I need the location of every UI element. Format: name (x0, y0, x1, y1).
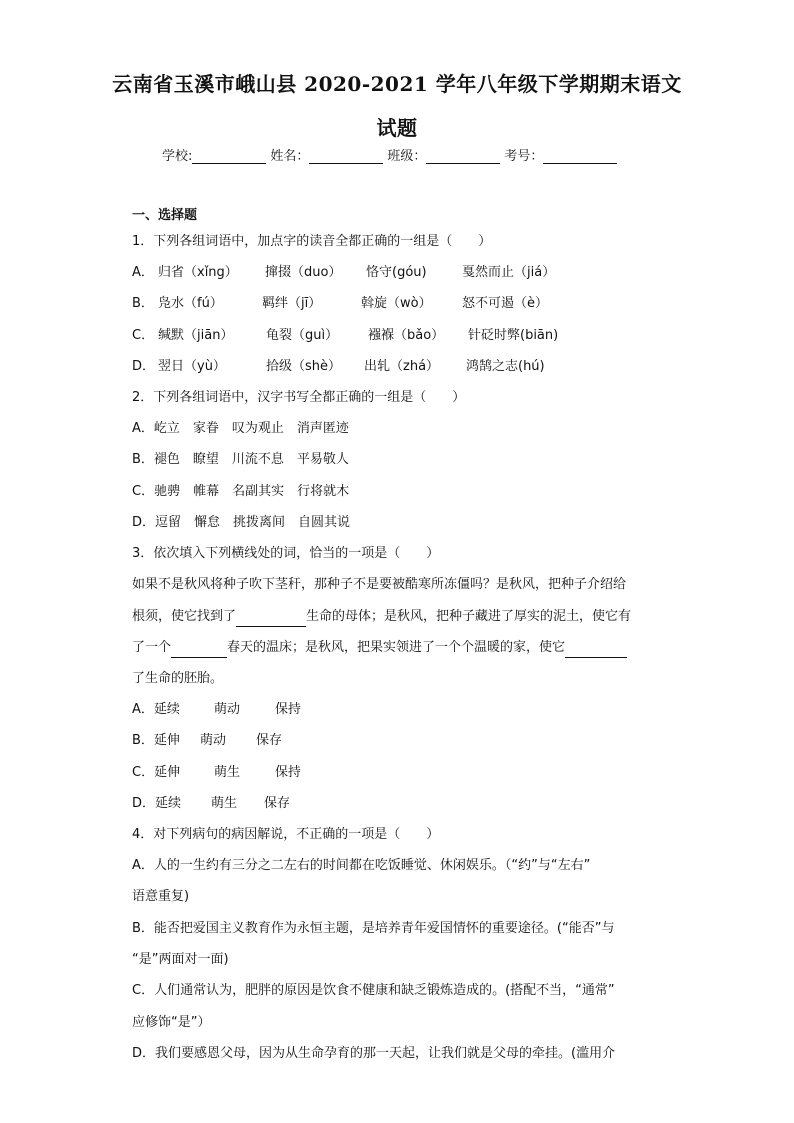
q2-stem: 2．下列各组词语中，汉字书写全都正确的一组是（ ） (132, 390, 466, 405)
class-blank[interactable] (426, 149, 500, 164)
q3-c-word: 萌生 (214, 765, 241, 780)
q1-b-item: 斡旋（wò） (361, 296, 432, 311)
name-blank[interactable] (309, 149, 383, 164)
q3-c-word: 保持 (275, 765, 302, 780)
q1-d-label: D． (132, 359, 156, 374)
q2-option-c: C．驰骋 帷幕 名副其实 行将就木 (132, 484, 350, 499)
q3-a-word: A．延续 (132, 702, 180, 717)
q2-option-b: B．褪色 瞭望 川流不息 平易敬人 (132, 452, 349, 467)
student-info-row (162, 145, 621, 164)
q3-passage-line2 (132, 607, 631, 627)
q1-a-item: 撺掇（duo） (265, 265, 342, 280)
q4-option-d: D．我们要感恩父母，因为从生命孕育的那一天起，让我们就是父母的牵挂。(滥用介 (132, 1046, 616, 1061)
q3-d-word: 保存 (264, 796, 291, 811)
q3-b-word: 保存 (256, 733, 283, 748)
q4-option-a: A．人的一生约有三分之二左右的时间都在吃饭睡觉、休闲娱乐。（“约”与“左右” (132, 858, 591, 873)
q4-option-c: C．人们通常认为，肥胖的原因是饮食不健康和缺乏锻炼造成的。(搭配不当，“通常” (132, 983, 615, 998)
school-label: 学校: (162, 149, 193, 164)
q3-passage-line4: 了生命的胚胎。 (132, 671, 224, 686)
q3-passage-line1: 如果不是秋风将种子吹下茎秆，那种子不是要被酷寒所冻僵吗？是秋风，把种子介绍给 (132, 577, 627, 592)
q3-blank-1[interactable] (236, 612, 306, 627)
q4-stem: 4．对下列病句的病因解说，不正确的一项是（ ） (132, 827, 440, 842)
q4-option-b: B．能否把爱国主义教育作为永恒主题，是培养青年爱国情怀的重要途径。(“能否”与 (132, 921, 615, 936)
class-label: 班级： (387, 149, 427, 164)
name-label: 姓名： (270, 149, 310, 164)
q1-c-item: 缄默（jiān） (158, 328, 234, 343)
q1-a-item: 戛然而止（jiá） (462, 265, 556, 280)
q2-option-a: A．屹立 家眷 叹为观止 消声匿迹 (132, 421, 349, 436)
q4-option-a-cont: 语意重复) (132, 889, 190, 904)
q1-c-item: 针砭时弊(biān) (468, 328, 559, 343)
q1-stem: 1．下列各组词语中，加点字的读音全都正确的一组是（ ） (132, 234, 492, 249)
q3-blank-2[interactable] (171, 643, 227, 658)
q3-a-word: 保持 (275, 702, 302, 717)
q1-b-label: B． (132, 296, 154, 311)
q3-stem: 3．依次填入下列横线处的词，恰当的一项是（ ） (132, 546, 440, 561)
q3-d-word: D．延续 (132, 796, 182, 811)
exam-title-line2: 试题 (376, 116, 418, 140)
q1-c-item: 襁褓（bǎo） (368, 328, 445, 343)
exam-no-label: 考号： (504, 149, 544, 164)
q3-b-word: B．延伸 (132, 733, 180, 748)
q1-d-item: 出轧（zhá） (364, 359, 440, 374)
exam-title-line1: 云南省玉溪市峨山县 2020-2021 学年八年级下学期期末语文 (112, 72, 682, 96)
q1-a-label: A． (132, 265, 154, 280)
q1-d-item: 拾级（shè） (266, 359, 342, 374)
q3-passage-line3 (132, 638, 627, 658)
q1-a-item: 归省（xǐng） (158, 265, 238, 280)
q3-passage-text: 春天的温床；是秋风，把果实领进了一个个温暖的家，使它 (227, 640, 566, 655)
q4-option-b-cont: “是”两面对一面) (132, 952, 229, 967)
q1-d-item: 鸿鹄之志(hú) (466, 359, 545, 374)
q3-a-word: 萌动 (214, 702, 241, 717)
q3-passage-text: 了一个 (132, 640, 172, 655)
q1-c-item: 龟裂（guì） (266, 328, 339, 343)
school-blank[interactable] (192, 149, 266, 164)
exam-no-blank[interactable] (543, 149, 617, 164)
q3-b-word: 萌动 (200, 733, 227, 748)
q1-c-label: C． (132, 328, 155, 343)
q3-passage-text: 根须，使它找到了 (132, 609, 237, 624)
q1-b-item: 怒不可遏（è） (462, 296, 548, 311)
q3-blank-3[interactable] (565, 643, 627, 658)
q2-option-d: D．逗留 懈怠 挑拨离间 自圆其说 (132, 515, 351, 530)
q3-d-word: 萌生 (211, 796, 238, 811)
q1-a-item: 恪守(góu) (366, 265, 427, 280)
section-heading: 一、选择题 (132, 208, 198, 223)
q1-b-item: 羁绊（jī） (262, 296, 322, 311)
q1-d-item: 翌日（yù） (158, 359, 226, 374)
q3-passage-text: 生命的母体；是秋风，把种子藏进了厚实的泥土，使它有 (306, 609, 632, 624)
q3-c-word: C．延伸 (132, 765, 181, 780)
q1-b-item: 凫水（fú） (158, 296, 223, 311)
q4-option-c-cont: 应修饰“是”） (132, 1015, 211, 1030)
